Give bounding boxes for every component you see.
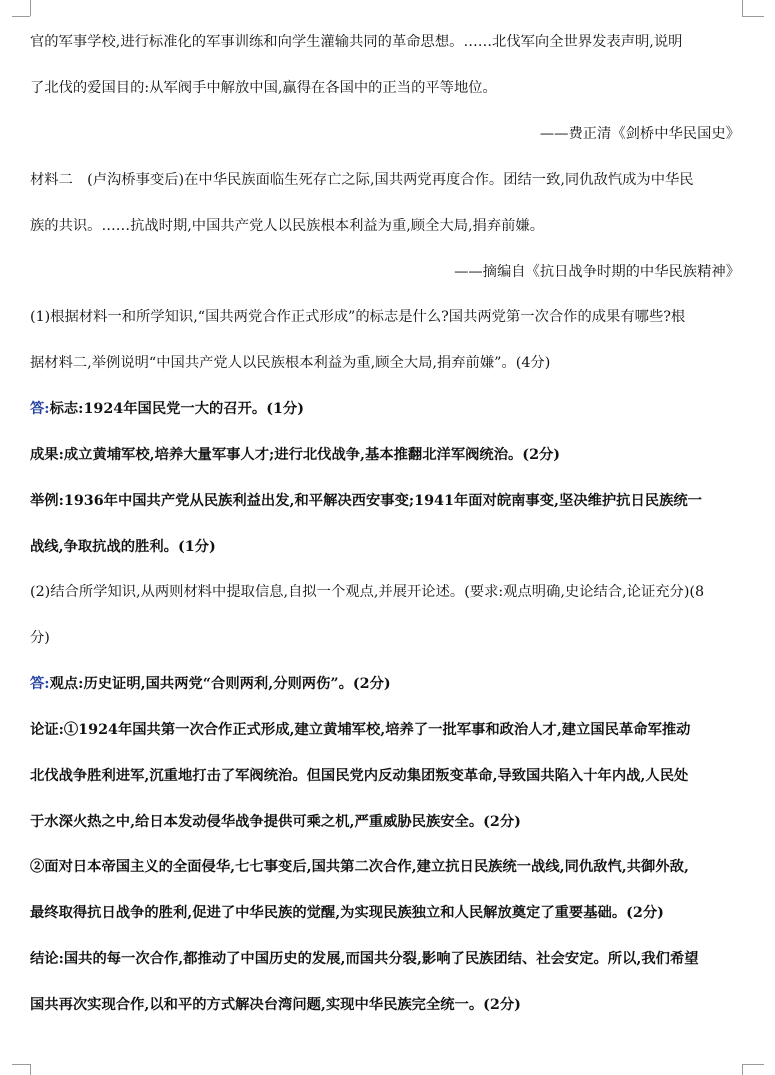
crop-mark-bottom-right xyxy=(742,1064,743,1075)
question-two-text: 分) xyxy=(30,630,50,646)
material-two-text-line: 材料二 (卢沟桥事变后)在中华民族面临生死存亡之际,国共两党再度合作。团结一致,同仇敌忾成为中华民 xyxy=(30,172,694,188)
answer-label: 答: xyxy=(30,401,50,417)
answer-text: 标志:1924年国民党一大的召开。(1分) xyxy=(49,401,304,417)
crop-mark-bottom-right xyxy=(742,1064,764,1065)
answer-one-line xyxy=(30,399,740,419)
material-two-source: ——摘编自《抗日战争时期的中华民族精神》 xyxy=(454,264,740,280)
material-one-text-line: 了北伐的爱国目的:从军阀手中解放中国,赢得在各国中的正当的平等地位。 xyxy=(30,80,497,96)
answer-two-line: 国共再次实现合作,以和平的方式解决台湾问题,实现中华民族完全统一。(2分) xyxy=(30,997,521,1013)
answer-two-line xyxy=(30,674,740,694)
crop-mark-top-right xyxy=(742,16,764,17)
answer-one-line: 成果:成立黄埔军校,培养大量军事人才;进行北伐战争,基本推翻北洋军阀统治。(2分) xyxy=(30,447,561,463)
answer-label: 答: xyxy=(30,676,50,692)
answer-two-line: 论证:①1924年国共第一次合作正式形成,建立黄埔军校,培养了一批军事和政治人才,建立国民革命军推动 xyxy=(30,722,691,738)
crop-mark-top-left xyxy=(30,0,31,16)
crop-mark-bottom-left xyxy=(12,1064,30,1065)
question-one-text: 据材料二,举例说明“中国共产党人以民族根本利益为重,顾全大局,捐弃前嫌”。(4分) xyxy=(30,355,551,371)
answer-two-line: 北伐战争胜利进军,沉重地打击了军阀统治。但国民党内反动集团叛变革命,导致国共陷入十年内战,人民处 xyxy=(30,768,689,784)
material-one-text-line: 官的军事学校,进行标准化的军事训练和向学生灌输共同的革命思想。……北伐军向全世界发表声明,说明 xyxy=(30,34,683,50)
question-two-text: (2)结合所学知识,从两则材料中提取信息,自拟一个观点,并展开论述。(要求:观点明确,史论结合,论证充分)(8 xyxy=(30,584,705,600)
answer-two-line: 结论:国共的每一次合作,都推动了中国历史的发展,而国共分裂,影响了民族团结、社会安定。所以,我们希望 xyxy=(30,951,699,967)
question-one-text: (1)根据材料一和所学知识,“国共两党合作正式形成”的标志是什么?国共两党第一次合作的成果有哪些?根 xyxy=(30,309,686,325)
answer-two-line: 于水深火热之中,给日本发动侵华战争提供可乘之机,严重威胁民族安全。(2分) xyxy=(30,814,521,830)
answer-one-line: 战线,争取抗战的胜利。(1分) xyxy=(30,539,216,555)
crop-mark-top-right xyxy=(742,0,743,16)
crop-mark-top-left xyxy=(12,16,30,17)
crop-mark-bottom-left xyxy=(30,1064,31,1075)
answer-one-line: 举例:1936年中国共产党从民族利益出发,和平解决西安事变;1941年面对皖南事变,坚决维护抗日民族统一 xyxy=(30,493,702,509)
material-one-source: ——费正清《剑桥中华民国史》 xyxy=(539,126,740,142)
material-two-text-line: 族的共识。……抗战时期,中国共产党人以民族根本利益为重,顾全大局,捐弃前嫌。 xyxy=(30,218,545,234)
answer-two-line: ②面对日本帝国主义的全面侵华,七七事变后,国共第二次合作,建立抗日民族统一战线,同仇敌忾,共御外敌, xyxy=(30,859,689,875)
answer-text: 观点:历史证明,国共两党“合则两利,分则两伤”。(2分) xyxy=(49,676,391,692)
answer-two-line: 最终取得抗日战争的胜利,促进了中华民族的觉醒,为实现民族独立和人民解放奠定了重要基础。(2分) xyxy=(30,905,664,921)
